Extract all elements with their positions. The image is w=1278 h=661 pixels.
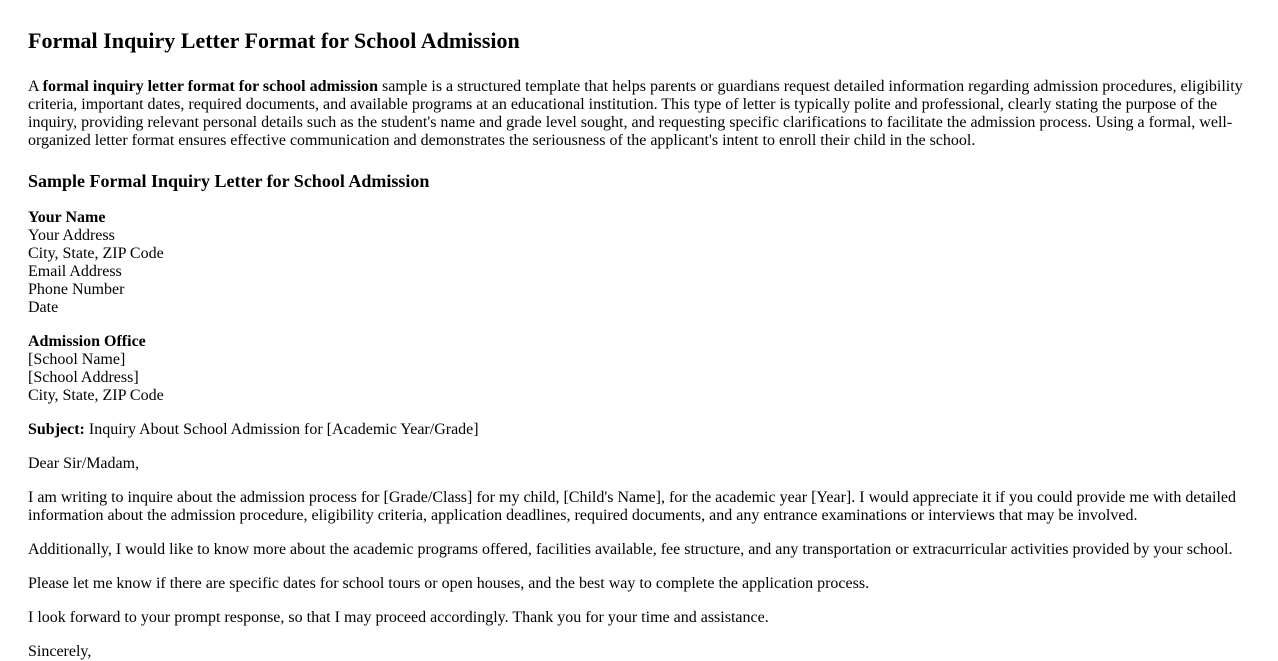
section-heading: Sample Formal Inquiry Letter for School Admission xyxy=(28,171,430,191)
subject-text: Inquiry About School Admission for [Academic Year/Grade] xyxy=(84,421,479,438)
closing: Sincerely, xyxy=(28,643,92,660)
page-title: Formal Inquiry Letter Format for School Admission xyxy=(28,28,520,53)
intro-bold-keyword: formal inquiry letter format for school admission xyxy=(42,78,379,95)
sender-name: Your Name xyxy=(28,209,106,226)
sender-date-line: Date xyxy=(28,299,59,316)
body-paragraph-4: I look forward to your prompt response, so that I may proceed accordingly. Thank you for your time and assistance. xyxy=(28,609,769,626)
sender-phone-line: Phone Number xyxy=(28,281,125,298)
intro-prefix: A xyxy=(28,78,43,95)
sender-block xyxy=(28,209,1250,317)
intro-paragraph xyxy=(28,78,1250,150)
subject-label: Subject: xyxy=(28,421,85,438)
subject-line xyxy=(28,421,1250,439)
document xyxy=(28,28,1250,661)
recipient-city-line: City, State, ZIP Code xyxy=(28,387,164,404)
body-paragraph-2: Additionally, I would like to know more about the academic programs offered, facilities available, fee structure, and any transportation or extracurricular activities provided by your school. xyxy=(28,541,1233,558)
salutation: Dear Sir/Madam, xyxy=(28,455,140,472)
sender-city-line: City, State, ZIP Code xyxy=(28,245,164,262)
recipient-school-address-line: [School Address] xyxy=(28,369,139,386)
sender-address-line: Your Address xyxy=(28,227,115,244)
recipient-name: Admission Office xyxy=(28,333,146,350)
recipient-school-name-line: [School Name] xyxy=(28,351,126,368)
body-paragraph-1: I am writing to inquire about the admission process for [Grade/Class] for my child, [Child's Name], for the academic year [Year]. I would appreciate it if you could provide me with detailed information about the admission procedure, eligibility criteria, application deadlines, required documents, and any entrance examinations or interviews that may be involved. xyxy=(28,489,1237,524)
body-paragraph-3: Please let me know if there are specific dates for school tours or open houses, and the best way to complete the application process. xyxy=(28,575,870,592)
intro-rest: sample is a structured template that helps parents or guardians request detailed information regarding admission procedures, eligibility criteria, important dates, required documents, and available programs at an educational institution. This type of letter is typically polite and professional, clearly stating the purpose of the inquiry, providing relevant personal details such as the student's name and grade level sought, and requesting specific clarifications to facilitate the admission process. Using a formal, well-organized letter format ensures effective communication and demonstrates the seriousness of the applicant's intent to enroll their child in the school. xyxy=(28,78,1243,149)
recipient-block xyxy=(28,333,1250,405)
sender-email-line: Email Address xyxy=(28,263,122,280)
